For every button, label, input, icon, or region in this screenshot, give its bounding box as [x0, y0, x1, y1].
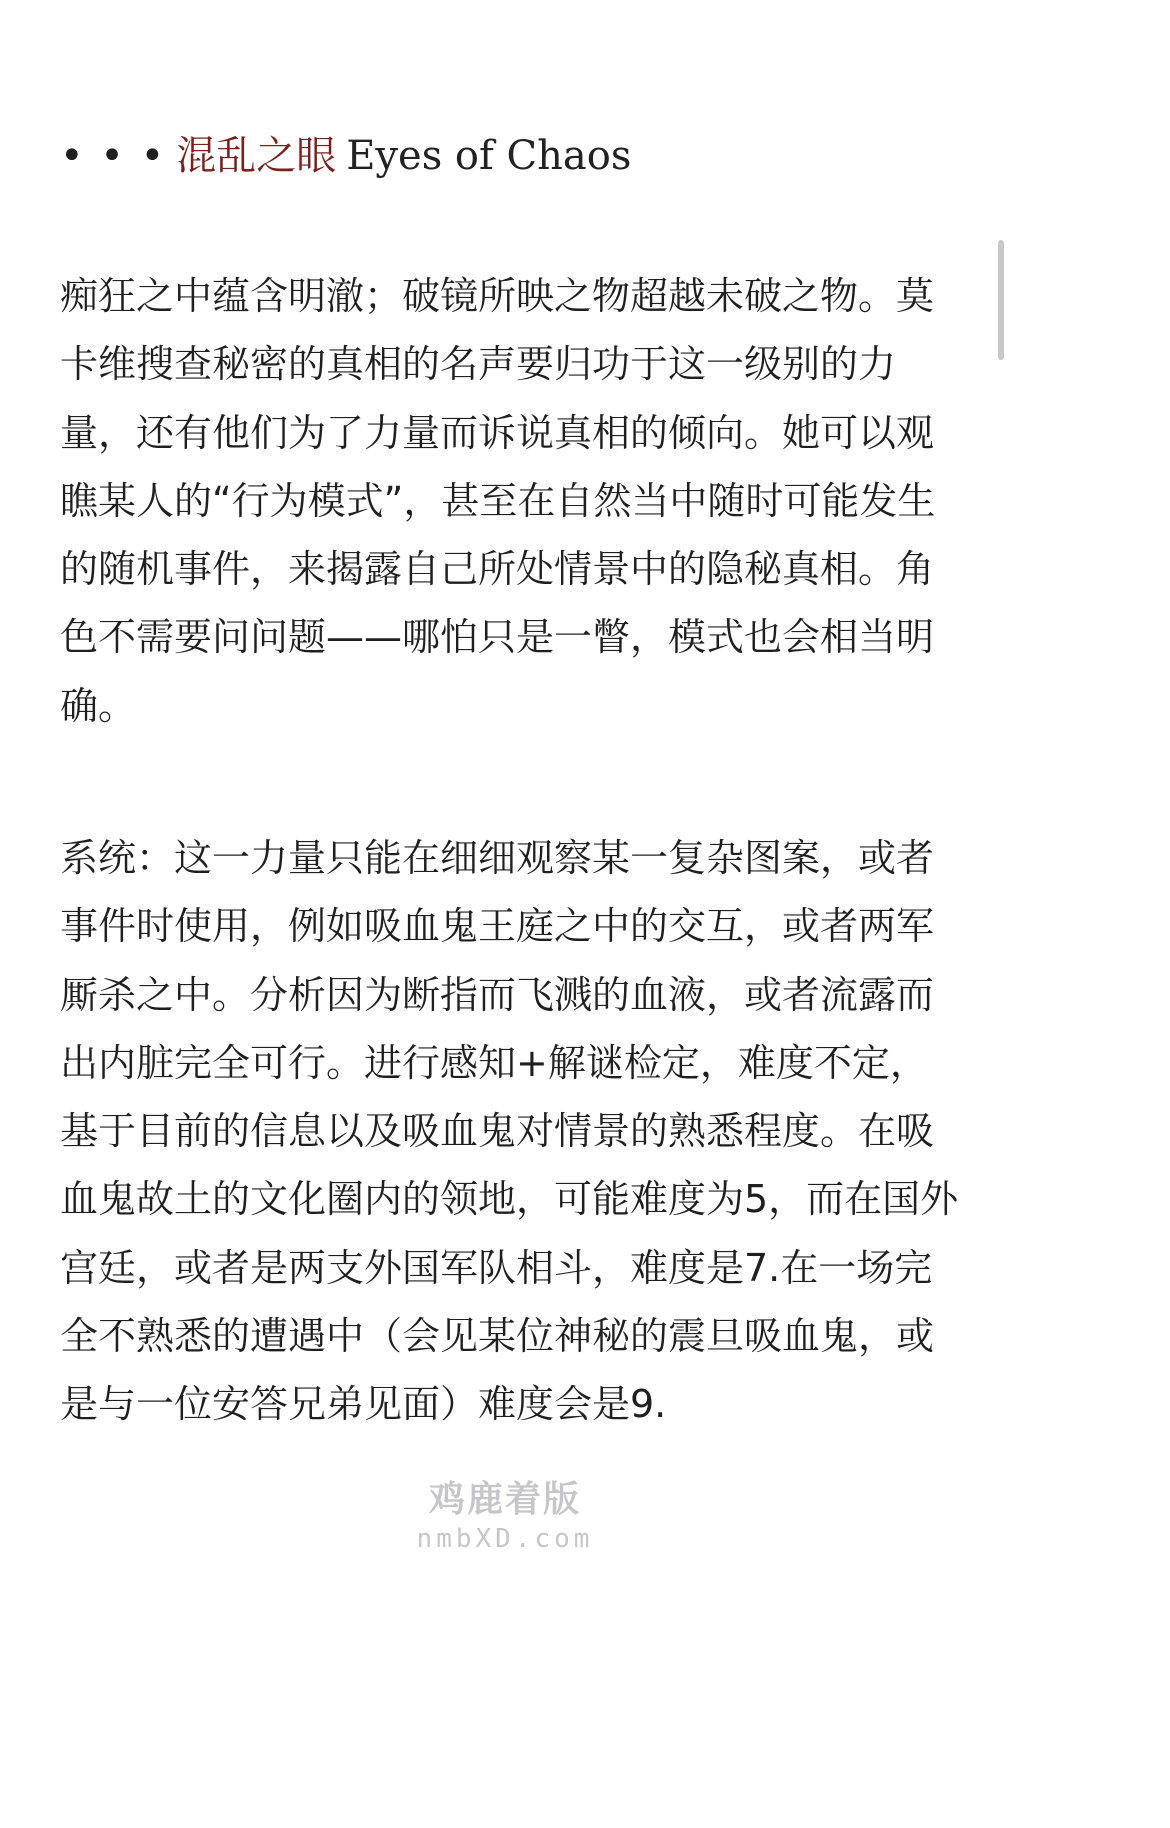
- heading-title-english: Eyes of Chaos: [346, 133, 632, 179]
- watermark-url: nmbXD.com: [416, 1524, 594, 1554]
- scrollbar-thumb[interactable]: [998, 240, 1004, 360]
- watermark-logo-text: 鸡鹿着版: [428, 1479, 581, 1520]
- bullet-dots-icon: • • •: [60, 133, 167, 179]
- description-paragraph: 痴狂之中蕴含明澈；破镜所映之物超越未破之物。莫卡维搜查秘密的真相的名声要归功于这一级别的力量，还有他们为了力量而诉说真相的倾向。她可以观瞧某人的“行为模式”，甚至在自然当中随时可能发生的随机事件，来揭露自己所处情景中的隐秘真相。角色不需要问问题——哪怕只是一瞥，模式也会相当明确。: [60, 274, 936, 728]
- watermark: [400, 1478, 610, 1556]
- system-paragraph: 系统：这一力量只能在细细观察某一复杂图案，或者事件时使用，例如吸血鬼王庭之中的交互，或者两军厮杀之中。分析因为断指而飞溅的血液，或者流露而出内脏完全可行。进行感知+解谜检定，难度不定，基于目前的信息以及吸血鬼对情景的熟悉程度。在吸血鬼故土的文化圈内的领地，可能难度为5，而在国外宫廷，或者是两支外国军队相斗，难度是7.在一场完全不熟悉的遭遇中（会见某位神秘的震旦吸血鬼，或是与一位安答兄弟见面）难度会是9.: [60, 836, 959, 1427]
- scrollbar[interactable]: [998, 0, 1004, 1568]
- heading-title-chinese: 混乱之眼: [176, 133, 337, 179]
- section-heading: [60, 128, 631, 184]
